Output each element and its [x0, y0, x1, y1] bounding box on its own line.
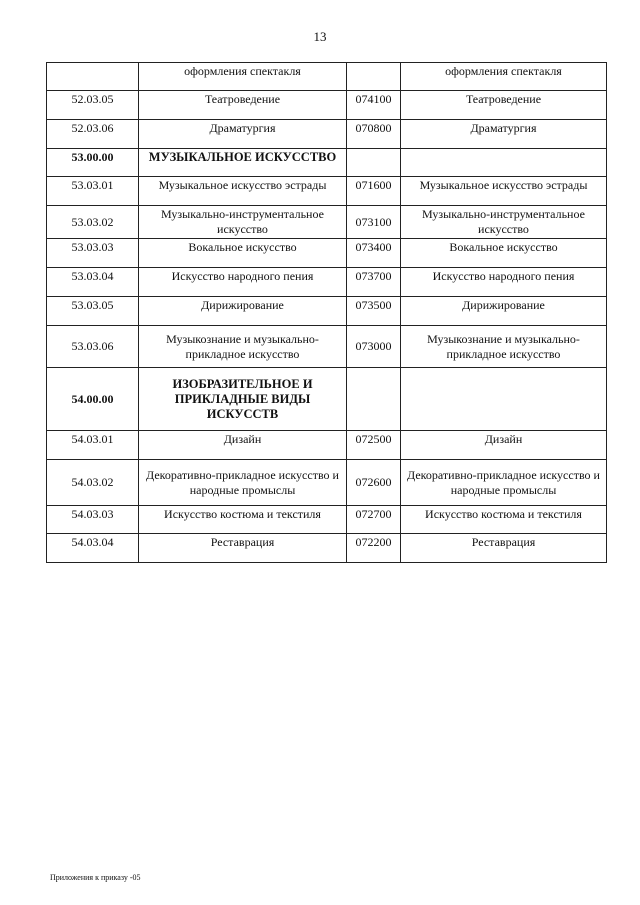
code-cell: 52.03.05 [47, 91, 139, 120]
table-row [47, 63, 607, 91]
old-name-cell: Декоративно-прикладное искусство и народные промыслы [401, 460, 607, 506]
table-row [47, 326, 607, 368]
code-cell: 53.03.06 [47, 326, 139, 368]
old-name-cell: Дирижирование [401, 297, 607, 326]
old-code-cell: 072200 [347, 534, 401, 563]
code-cell: 54.03.02 [47, 460, 139, 506]
name-cell: Декоративно-прикладное искусство и народные промыслы [139, 460, 347, 506]
section-name-cell: ИЗОБРАЗИТЕЛЬНОЕ И ПРИКЛАДНЫЕ ВИДЫ ИСКУССТВ [139, 368, 347, 431]
code-cell: 52.03.06 [47, 120, 139, 149]
name-cell: оформления спектакля [139, 63, 347, 91]
old-code-cell: 071600 [347, 177, 401, 206]
table-row [47, 91, 607, 120]
old-name-cell: Реставрация [401, 534, 607, 563]
table-row [47, 506, 607, 534]
section-name-cell: МУЗЫКАЛЬНОЕ ИСКУССТВО [139, 149, 347, 177]
section-row [47, 368, 607, 431]
old-name-cell: Музыкальное искусство эстрады [401, 177, 607, 206]
old-code-cell: 073500 [347, 297, 401, 326]
name-cell: Дирижирование [139, 297, 347, 326]
section-code-cell: 53.00.00 [47, 149, 139, 177]
code-cell: 53.03.01 [47, 177, 139, 206]
name-cell: Дизайн [139, 431, 347, 460]
name-cell: Музыкознание и музыкально-прикладное искусство [139, 326, 347, 368]
old-name-cell [401, 368, 607, 431]
name-cell: Искусство народного пения [139, 268, 347, 297]
table-row [47, 534, 607, 563]
table-row [47, 177, 607, 206]
section-code-cell: 54.00.00 [47, 368, 139, 431]
code-cell: 54.03.04 [47, 534, 139, 563]
name-cell: Драматургия [139, 120, 347, 149]
old-name-cell: Дизайн [401, 431, 607, 460]
table-row [47, 206, 607, 239]
table-row [47, 297, 607, 326]
old-code-cell: 074100 [347, 91, 401, 120]
code-cell: 53.03.02 [47, 206, 139, 239]
table-row [47, 431, 607, 460]
old-name-cell: Театроведение [401, 91, 607, 120]
old-code-cell: 073100 [347, 206, 401, 239]
page-number: 13 [313, 29, 327, 44]
table-row [47, 268, 607, 297]
old-code-cell: 072600 [347, 460, 401, 506]
old-code-cell [347, 63, 401, 91]
old-code-cell: 073400 [347, 239, 401, 268]
old-code-cell: 072500 [347, 431, 401, 460]
old-name-cell: Музыкально-инструментальное искусство [401, 206, 607, 239]
old-name-cell: Драматургия [401, 120, 607, 149]
old-name-cell: Искусство костюма и текстиля [401, 506, 607, 534]
section-row [47, 149, 607, 177]
old-name-cell: Вокальное искусство [401, 239, 607, 268]
table-row [47, 239, 607, 268]
name-cell: Искусство костюма и текстиля [139, 506, 347, 534]
code-cell: 54.03.03 [47, 506, 139, 534]
code-cell: 53.03.04 [47, 268, 139, 297]
name-cell: Музыкальное искусство эстрады [139, 177, 347, 206]
code-cell [47, 63, 139, 91]
old-code-cell: 073700 [347, 268, 401, 297]
code-cell: 54.03.01 [47, 431, 139, 460]
old-code-cell: 073000 [347, 326, 401, 368]
old-code-cell: 072700 [347, 506, 401, 534]
name-cell: Музыкально-инструментальное искусство [139, 206, 347, 239]
table-row [47, 460, 607, 506]
old-name-cell: оформления спектакля [401, 63, 607, 91]
name-cell: Реставрация [139, 534, 347, 563]
footer-note: Приложения к приказу -05 [50, 873, 141, 882]
old-code-cell [347, 368, 401, 431]
name-cell: Театроведение [139, 91, 347, 120]
old-code-cell [347, 149, 401, 177]
old-code-cell: 070800 [347, 120, 401, 149]
table-row [47, 120, 607, 149]
code-cell: 53.03.03 [47, 239, 139, 268]
name-cell: Вокальное искусство [139, 239, 347, 268]
old-name-cell: Искусство народного пения [401, 268, 607, 297]
old-name-cell: Музыкознание и музыкально-прикладное искусство [401, 326, 607, 368]
old-name-cell [401, 149, 607, 177]
specialties-table [46, 62, 607, 563]
code-cell: 53.03.05 [47, 297, 139, 326]
